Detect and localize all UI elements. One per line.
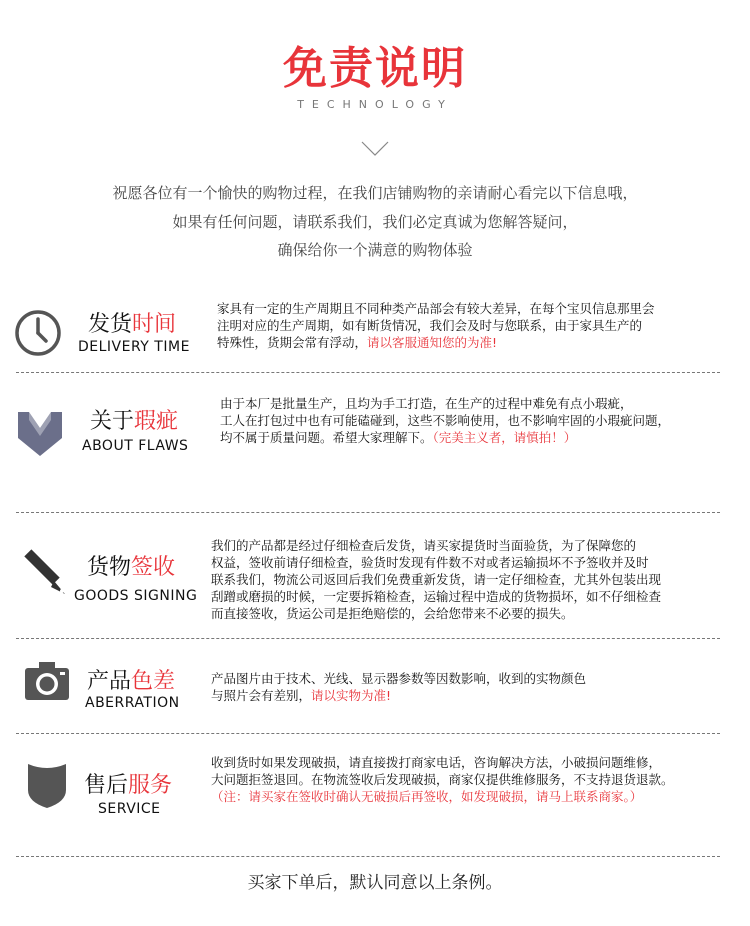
badge-icon (22, 760, 72, 810)
divider (16, 856, 720, 857)
desc-line: 刮蹭或磨损的时候，一定要拆箱检查，运输过程中造成的货物损坏，如不仔细检查 (211, 589, 662, 604)
desc-line: 联系我们，物流公司返回后我们免费重新发货，请一定仔细检查，尤其外包装出现 (211, 572, 662, 587)
section-desc-service (211, 754, 741, 805)
intro-line-3: 确保给你一个满意的购物体验 (277, 241, 473, 259)
desc-line: 均不属于质量问题。希望大家理解下。 (220, 430, 433, 445)
desc-line: 产品图片由于技术、光线、显示器参数等因数影响，收到的实物颜色 (211, 671, 587, 686)
desc-line: 而直接签收，货运公司是拒绝赔偿的，会给您带来不必要的损失。 (211, 606, 574, 621)
desc-line: 大问题拒签退回。在物流签收后发现破损，商家仅提供维修服务，不支持退货退款。 (211, 772, 674, 787)
divider (16, 638, 720, 639)
section-title-highlight: 服务 (128, 773, 173, 798)
divider (16, 733, 720, 734)
section-desc-flaws (220, 395, 740, 446)
desc-line: 特殊性，货期会常有浮动， (217, 335, 368, 350)
section-title-service (84, 768, 172, 799)
desc-line: 工人在打包过中也有可能磕碰到，这些不影响使用，也不影响牢固的小瑕疵问题， (220, 413, 671, 428)
section-title-plain: 关于 (90, 409, 135, 434)
shield-v-icon (15, 408, 65, 458)
section-title-highlight: 签收 (131, 555, 176, 580)
desc-line: 权益，签收前请仔细检查，验货时发现有件数不对或者运输损坏不予签收并及时 (211, 555, 649, 570)
clock-icon (13, 308, 63, 358)
intro-line-2: 如果有任何问题，请联系我们，我们必定真诚为您解答疑问， (172, 213, 578, 231)
desc-line: 与照片会有差别， (211, 688, 312, 703)
section-title-plain: 售后 (84, 773, 129, 798)
page-title: 免责说明 (283, 43, 467, 94)
camera-icon (22, 656, 72, 706)
section-title-plain: 产品 (87, 669, 132, 694)
desc-note: 请以实物为准! (311, 688, 392, 703)
section-english-flaws: ABOUT FLAWS (82, 438, 189, 454)
divider (16, 512, 720, 513)
pen-icon (18, 547, 68, 597)
section-title-flaws (90, 404, 178, 435)
desc-note: （注：请买家在签收时确认无破损后再签收，如发现破损，请马上联系商家。） (211, 789, 643, 804)
desc-line: 家具有一定的生产周期且不同种类产品部会有较大差异，在每个宝贝信息那里会 (217, 301, 655, 316)
section-english-service: SERVICE (98, 801, 161, 817)
section-title-highlight: 色差 (131, 669, 176, 694)
divider (16, 372, 720, 373)
desc-note: （完美主义者，请慎拍！） (432, 430, 577, 445)
section-title-delivery (88, 307, 176, 338)
desc-line: 收到货时如果发现破损，请直接拨打商家电话，咨询解决方法，小破损问题维修， (211, 755, 662, 770)
page-subtitle: TECHNOLOGY (297, 98, 453, 111)
section-desc-delivery (217, 300, 737, 351)
desc-line: 注明对应的生产周期，如有断货情况，我们会及时与您联系，由于家具生产的 (217, 318, 643, 333)
section-title-plain: 发货 (88, 312, 133, 337)
section-title-highlight: 瑕疵 (134, 409, 179, 434)
section-desc-aberration (211, 670, 731, 704)
section-title-plain: 货物 (87, 555, 132, 580)
desc-line: 由于本厂是批量生产，且均为手工打造，在生产的过程中难免有点小瑕疵， (220, 396, 633, 411)
section-title-highlight: 时间 (132, 312, 177, 337)
section-title-aberration (87, 664, 175, 695)
intro-line-1: 祝愿各位有一个愉快的购物过程，在我们店铺购物的亲请耐心看完以下信息哦， (112, 184, 638, 202)
footer-terms: 买家下单后，默认同意以上条例。 (247, 873, 503, 893)
desc-note: 请以客服通知您的为准! (367, 335, 498, 350)
section-english-signing: GOODS SIGNING (74, 588, 198, 604)
section-desc-signing (211, 537, 741, 622)
desc-line: 我们的产品都是经过仔细检查后发货，请买家提货时当面验货，为了保障您的 (211, 538, 637, 553)
section-english-delivery: DELIVERY TIME (78, 339, 190, 355)
chevron-down-icon (360, 140, 390, 158)
section-english-aberration: ABERRATION (85, 695, 180, 711)
section-title-signing (87, 550, 175, 581)
